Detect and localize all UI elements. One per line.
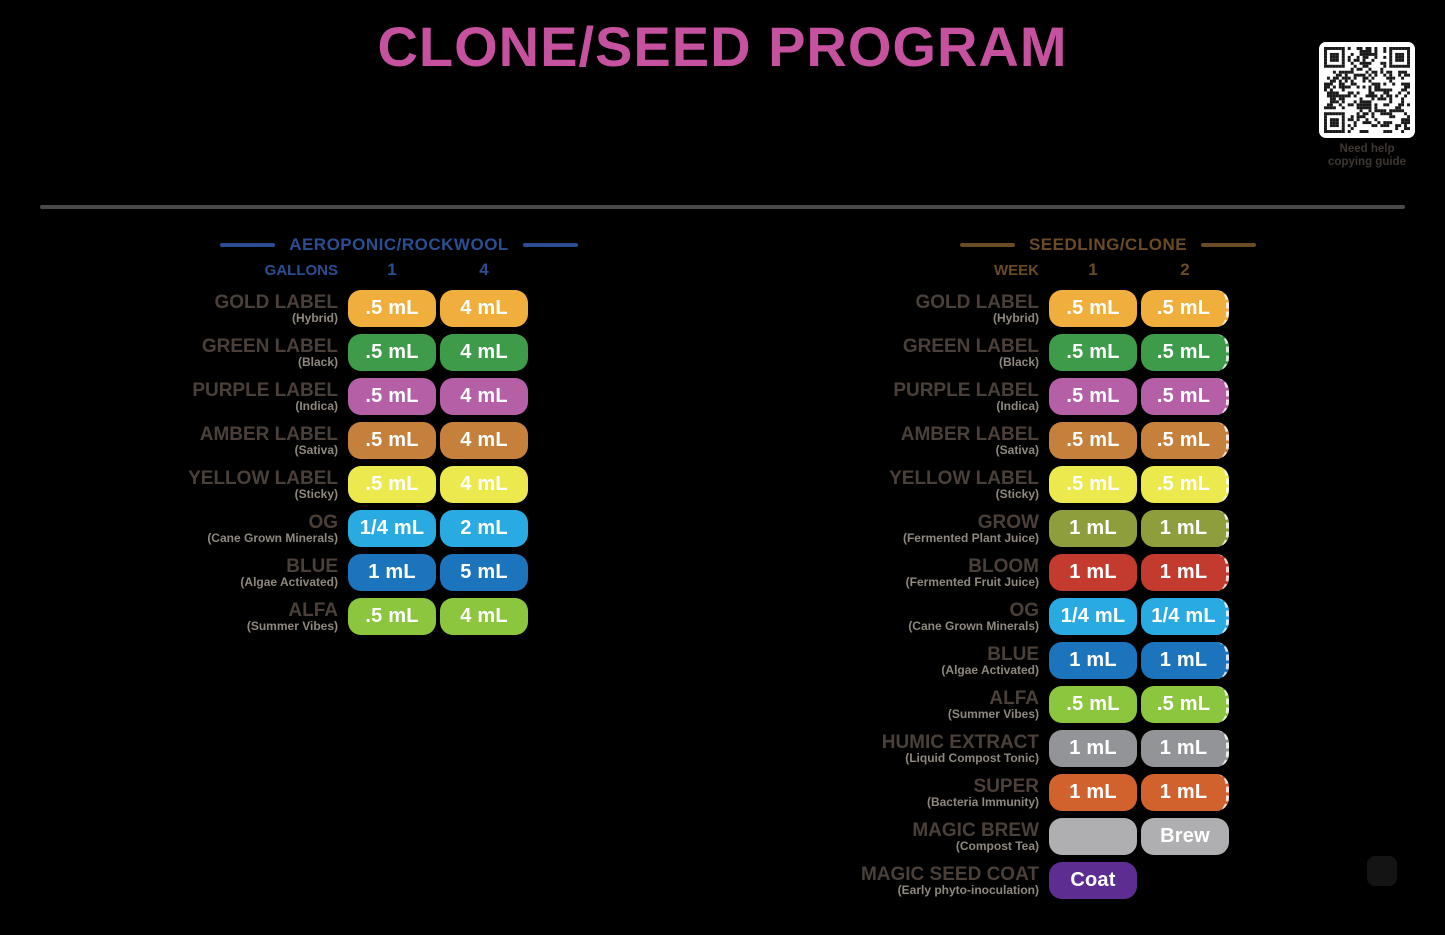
row-sublabel: (Algae Activated) — [240, 574, 338, 589]
row-label: OG — [308, 511, 338, 533]
row-label: PURPLE LABEL — [893, 379, 1039, 401]
dose-pill: Brew — [1141, 818, 1229, 855]
row-sublabel: (Fermented Plant Juice) — [902, 530, 1039, 545]
dose-pill: 1/4 mL — [1049, 598, 1137, 635]
dose-pill: 1/4 mL — [1141, 598, 1229, 635]
divider — [40, 205, 1405, 209]
page-title: CLONE/SEED PROGRAM — [377, 15, 1068, 78]
qr-caption-line1: Need help — [1339, 143, 1395, 155]
dose-pill: .5 mL — [348, 598, 436, 635]
dose-pill: .5 mL — [1049, 290, 1137, 327]
dose-pill: 4 mL — [440, 334, 528, 371]
dose-pill: 5 mL — [440, 554, 528, 591]
row-label: MAGIC SEED COAT — [860, 863, 1039, 885]
row-sublabel: (Early phyto-inoculation) — [897, 882, 1039, 897]
dose-pill: 1 mL — [1141, 642, 1229, 679]
table-row — [860, 378, 1292, 415]
row-sublabel: (Sticky) — [995, 486, 1039, 501]
dose-pill: 4 mL — [440, 422, 528, 459]
header-dash-icon — [1201, 243, 1256, 247]
row-label: PURPLE LABEL — [192, 379, 338, 401]
row-label: BLUE — [286, 555, 338, 577]
table-row — [860, 334, 1292, 371]
dose-pill — [1049, 818, 1137, 855]
unit-header: WEEK — [994, 261, 1039, 279]
dose-pill: .5 mL — [348, 466, 436, 503]
dose-pill: .5 mL — [1141, 686, 1229, 723]
table-row — [860, 730, 1292, 767]
table-row — [860, 774, 1292, 811]
row-label: MAGIC BREW — [912, 819, 1039, 841]
table-row — [860, 642, 1292, 679]
qr-pattern — [1324, 47, 1410, 133]
table-row — [860, 818, 1292, 855]
row-label: GOLD LABEL — [915, 291, 1039, 313]
table-rows — [860, 290, 1292, 899]
header-dash-icon — [960, 243, 1015, 247]
table-row — [150, 598, 588, 635]
row-label: SUPER — [973, 775, 1039, 797]
table-row — [150, 334, 588, 371]
table-rows — [150, 290, 588, 635]
table-row — [150, 422, 588, 459]
qr-caption-line2: copying guide — [1328, 156, 1406, 168]
row-label: OG — [1009, 599, 1039, 621]
dose-pill: 1 mL — [1141, 510, 1229, 547]
dose-pill: 1 mL — [1049, 730, 1137, 767]
table-row — [860, 862, 1292, 899]
row-sublabel: (Hybrid) — [993, 310, 1039, 325]
dose-pill: .5 mL — [1141, 378, 1229, 415]
row-sublabel: (Sativa) — [294, 442, 338, 457]
dose-pill: .5 mL — [1049, 422, 1137, 459]
row-sublabel: (Bacteria Immunity) — [926, 794, 1039, 809]
dose-pill: 4 mL — [440, 466, 528, 503]
table-row — [860, 290, 1292, 327]
table-row — [860, 686, 1292, 723]
dose-pill: 1 mL — [348, 554, 436, 591]
table-row — [150, 378, 588, 415]
dose-pill: 1 mL — [1049, 774, 1137, 811]
table-aeroponic-rockwool — [150, 234, 588, 635]
column-header: 1 — [387, 260, 397, 279]
table-row — [150, 510, 588, 547]
dose-pill: .5 mL — [1141, 290, 1229, 327]
table-row — [860, 598, 1292, 635]
qr-block — [1311, 42, 1423, 169]
dose-pill: .5 mL — [1141, 466, 1229, 503]
row-label: GROW — [977, 511, 1039, 533]
table-row — [860, 510, 1292, 547]
table-seedling-clone — [860, 234, 1292, 899]
row-label: YELLOW LABEL — [188, 467, 338, 489]
row-sublabel: (Compost Tea) — [955, 838, 1039, 853]
row-sublabel: (Fermented Fruit Juice) — [905, 574, 1039, 589]
dose-pill: 4 mL — [440, 598, 528, 635]
row-label: GREEN LABEL — [902, 335, 1039, 357]
dose-pill: .5 mL — [348, 422, 436, 459]
dose-pill: .5 mL — [1049, 378, 1137, 415]
table-row — [150, 466, 588, 503]
row-sublabel: (Summer Vibes) — [246, 618, 338, 633]
row-label: AMBER LABEL — [900, 423, 1039, 445]
dose-pill: 1 mL — [1141, 730, 1229, 767]
dose-pill: 1 mL — [1049, 554, 1137, 591]
row-sublabel: (Algae Activated) — [941, 662, 1039, 677]
dose-pill: 1 mL — [1141, 774, 1229, 811]
dose-pill: 1 mL — [1141, 554, 1229, 591]
dose-pill: .5 mL — [348, 378, 436, 415]
row-sublabel: (Sativa) — [995, 442, 1039, 457]
dose-pill: .5 mL — [348, 290, 436, 327]
header-dash-icon — [523, 243, 578, 247]
table-row — [860, 554, 1292, 591]
row-label: HUMIC EXTRACT — [881, 731, 1039, 753]
dose-pill: .5 mL — [1141, 422, 1229, 459]
row-label: BLOOM — [968, 555, 1039, 577]
dose-pill: Coat — [1049, 862, 1137, 899]
dose-pill: 1 mL — [1049, 510, 1137, 547]
row-sublabel: (Summer Vibes) — [947, 706, 1039, 721]
dose-pill: .5 mL — [348, 334, 436, 371]
row-label: GREEN LABEL — [201, 335, 338, 357]
row-label: GOLD LABEL — [214, 291, 338, 313]
row-label: YELLOW LABEL — [889, 467, 1039, 489]
row-sublabel: (Indica) — [996, 398, 1039, 413]
row-sublabel: (Indica) — [295, 398, 338, 413]
dose-pill: 1 mL — [1049, 642, 1137, 679]
row-sublabel: (Cane Grown Minerals) — [207, 530, 338, 545]
row-label: BLUE — [987, 643, 1039, 665]
row-label: AMBER LABEL — [199, 423, 338, 445]
table-row — [150, 290, 588, 327]
column-header: 2 — [1180, 260, 1190, 279]
dose-pill: 1/4 mL — [348, 510, 436, 547]
row-label: ALFA — [989, 687, 1039, 709]
row-sublabel: (Cane Grown Minerals) — [908, 618, 1039, 633]
row-sublabel: (Black) — [297, 354, 338, 369]
dose-pill: .5 mL — [1049, 686, 1137, 723]
dose-pill: 2 mL — [440, 510, 528, 547]
row-sublabel: (Sticky) — [294, 486, 338, 501]
table-row — [860, 466, 1292, 503]
table-row — [150, 554, 588, 591]
dose-pill: .5 mL — [1049, 466, 1137, 503]
header-dash-icon — [220, 243, 275, 247]
table-row — [860, 422, 1292, 459]
unit-header: GALLONS — [264, 261, 338, 279]
row-sublabel: (Hybrid) — [292, 310, 338, 325]
row-sublabel: (Black) — [998, 354, 1039, 369]
dose-pill: 4 mL — [440, 378, 528, 415]
column-header: 1 — [1088, 260, 1098, 279]
column-header: 4 — [479, 260, 489, 279]
row-label: ALFA — [288, 599, 338, 621]
qr-code-icon — [1319, 42, 1415, 138]
dose-pill: .5 mL — [1141, 334, 1229, 371]
table-title: AEROPONIC/ROCKWOOL — [289, 235, 509, 254]
footer-mark-icon — [1367, 856, 1397, 886]
row-sublabel: (Liquid Compost Tonic) — [905, 750, 1039, 765]
table-title: SEEDLING/CLONE — [1028, 235, 1188, 254]
dose-pill: 4 mL — [440, 290, 528, 327]
dose-pill: .5 mL — [1049, 334, 1137, 371]
